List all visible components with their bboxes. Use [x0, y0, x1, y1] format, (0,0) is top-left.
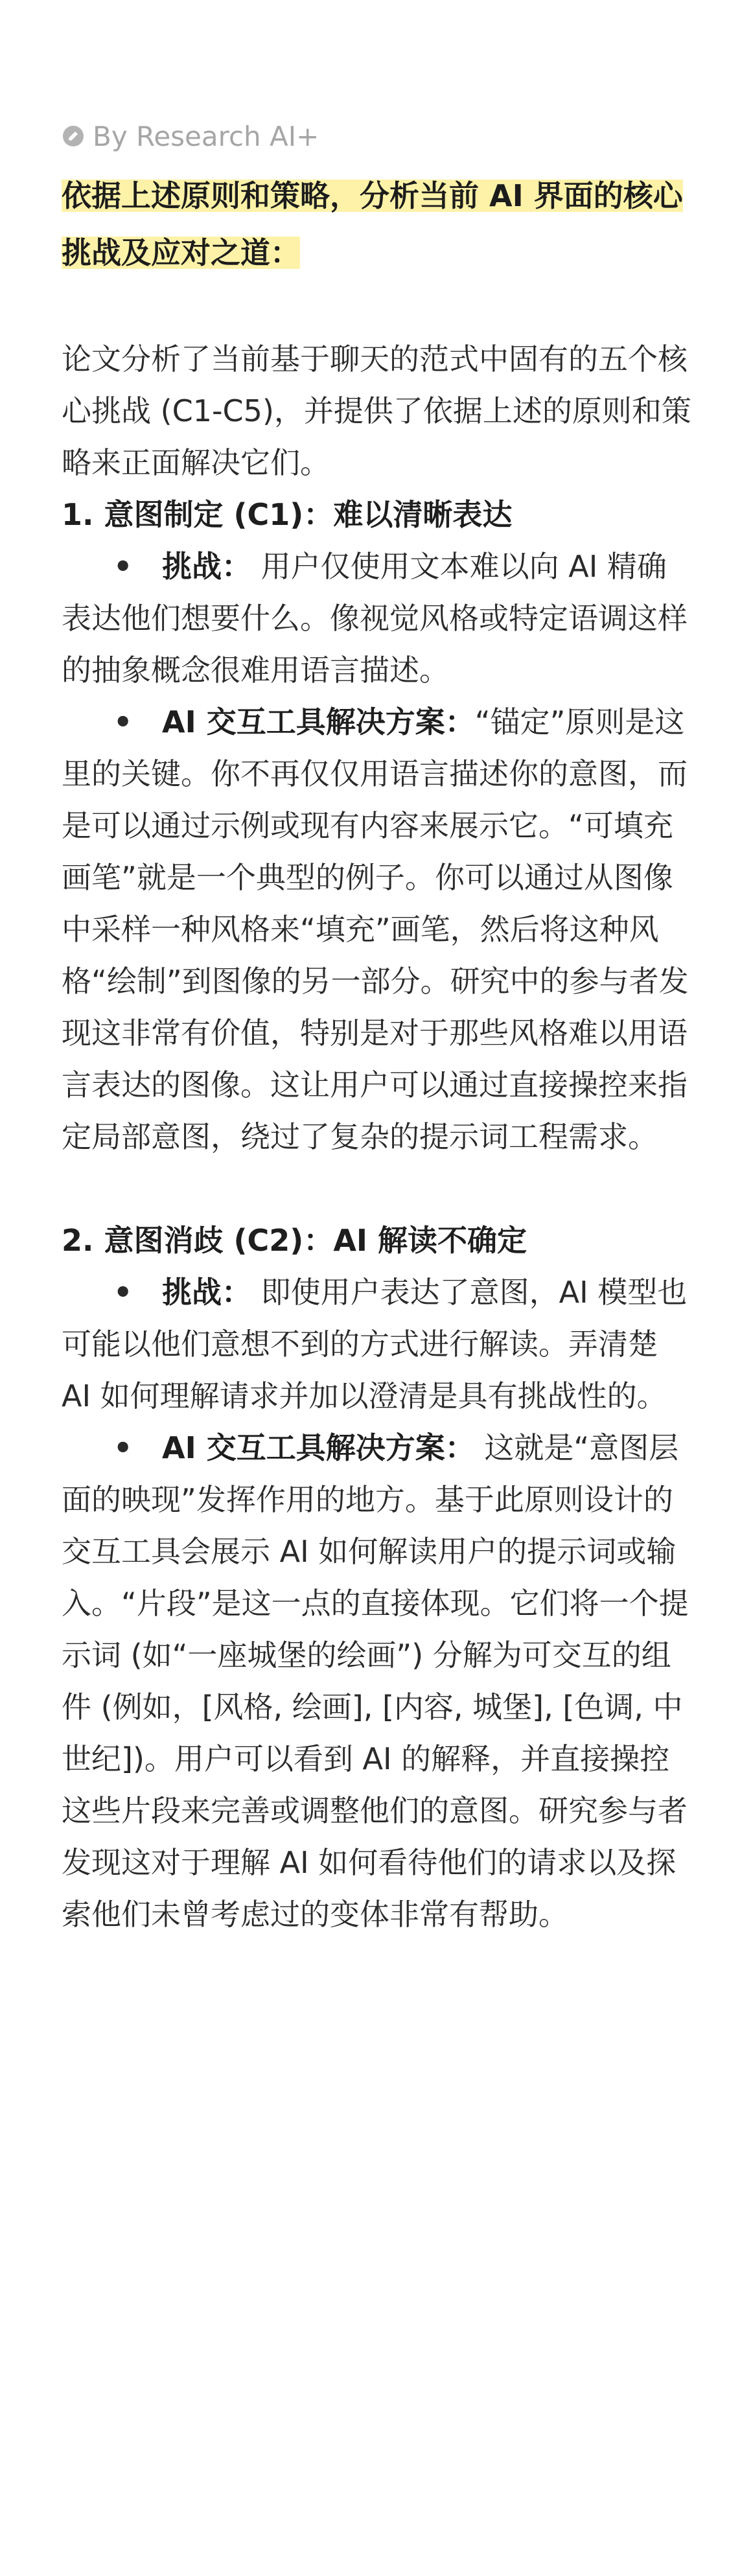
bullet-dot: • — [113, 704, 133, 739]
byline — [62, 117, 693, 156]
challenge-label: 挑战： — [162, 1275, 251, 1310]
challenge-text: 即使用户表达了意图，AI 模型也可能以他们意想不到的方式进行解读。弄清楚 AI 如何理解请求并加以澄清是具有挑战性的。 — [62, 1275, 688, 1413]
section-title-c2: 2. 意图消歧 (C2)：AI 解读不确定 — [62, 1223, 527, 1258]
bullet-challenge-c1 — [62, 540, 693, 696]
solution-text: “锚定”原则是这里的关键。你不再仅仅用语言描述你的意图，而是可以通过示例或现有内容来展示它。“可填充画笔”就是一个典型的例子。你可以通过从图像中采样一种风格来“填充”画笔，然后将这种风格“绘制”到图像的另一部分。研究中的参与者发现这非常有价值，特别是对于那些风格难以用语言表达的图像。这让用户可以通过直接操控来指定局部意图，绕过了复杂的提示词工程需求。 — [62, 704, 689, 1154]
solution-label: AI 交互工具解决方案： — [162, 704, 475, 739]
spacer — [62, 281, 693, 333]
heading-text: 依据上述原则和策略，分析当前 AI 界面的核心挑战及应对之道： — [62, 174, 683, 274]
article-heading — [62, 167, 693, 281]
bullet-dot: • — [113, 549, 133, 584]
byline-text: By Research AI+ — [93, 120, 319, 152]
intro-paragraph: 论文分析了当前基于聊天的范式中固有的五个核心挑战 (C1-C5)，并提供了依据上述的原则和策略来正面解决它们。 — [62, 342, 691, 480]
bullet-challenge-c2 — [62, 1266, 693, 1422]
challenge-label: 挑战： — [162, 549, 251, 584]
bullet-solution-c2 — [62, 1422, 693, 1940]
bullet-solution-c1 — [62, 696, 693, 1163]
solution-text: 这就是“意图层面的映现”发挥作用的地方。基于此原则设计的交互工具会展示 AI 如何解读用户的提示词或输入。“片段”是这一点的直接体现。它们将一个提示词 (如“一座城堡的绘画”) 分解为可交互的组件 (例如，[风格, 绘画], [内容, 城堡], [色调, 中世纪])。用户可以看到 AI 的解释，并直接操控这些片段来完善或调整他们的意图。研究参与者发现这对于理解 AI 如何看待他们的请求以及探索他们未曾考虑过的变体非常有帮助。 — [62, 1430, 689, 1932]
bullet-dot: • — [113, 1430, 133, 1465]
bullet-dot: • — [113, 1275, 133, 1310]
solution-label: AI 交互工具解决方案： — [162, 1430, 475, 1465]
pen-badge-icon — [62, 124, 85, 148]
challenge-text: 用户仅使用文本难以向 AI 精确表达他们想要什么。像视觉风格或特定语调这样的抽象概念很难用语言描述。 — [62, 549, 688, 688]
spacer — [62, 1163, 693, 1214]
section-title-c1: 1. 意图制定 (C1)：难以清晰表达 — [62, 497, 513, 532]
